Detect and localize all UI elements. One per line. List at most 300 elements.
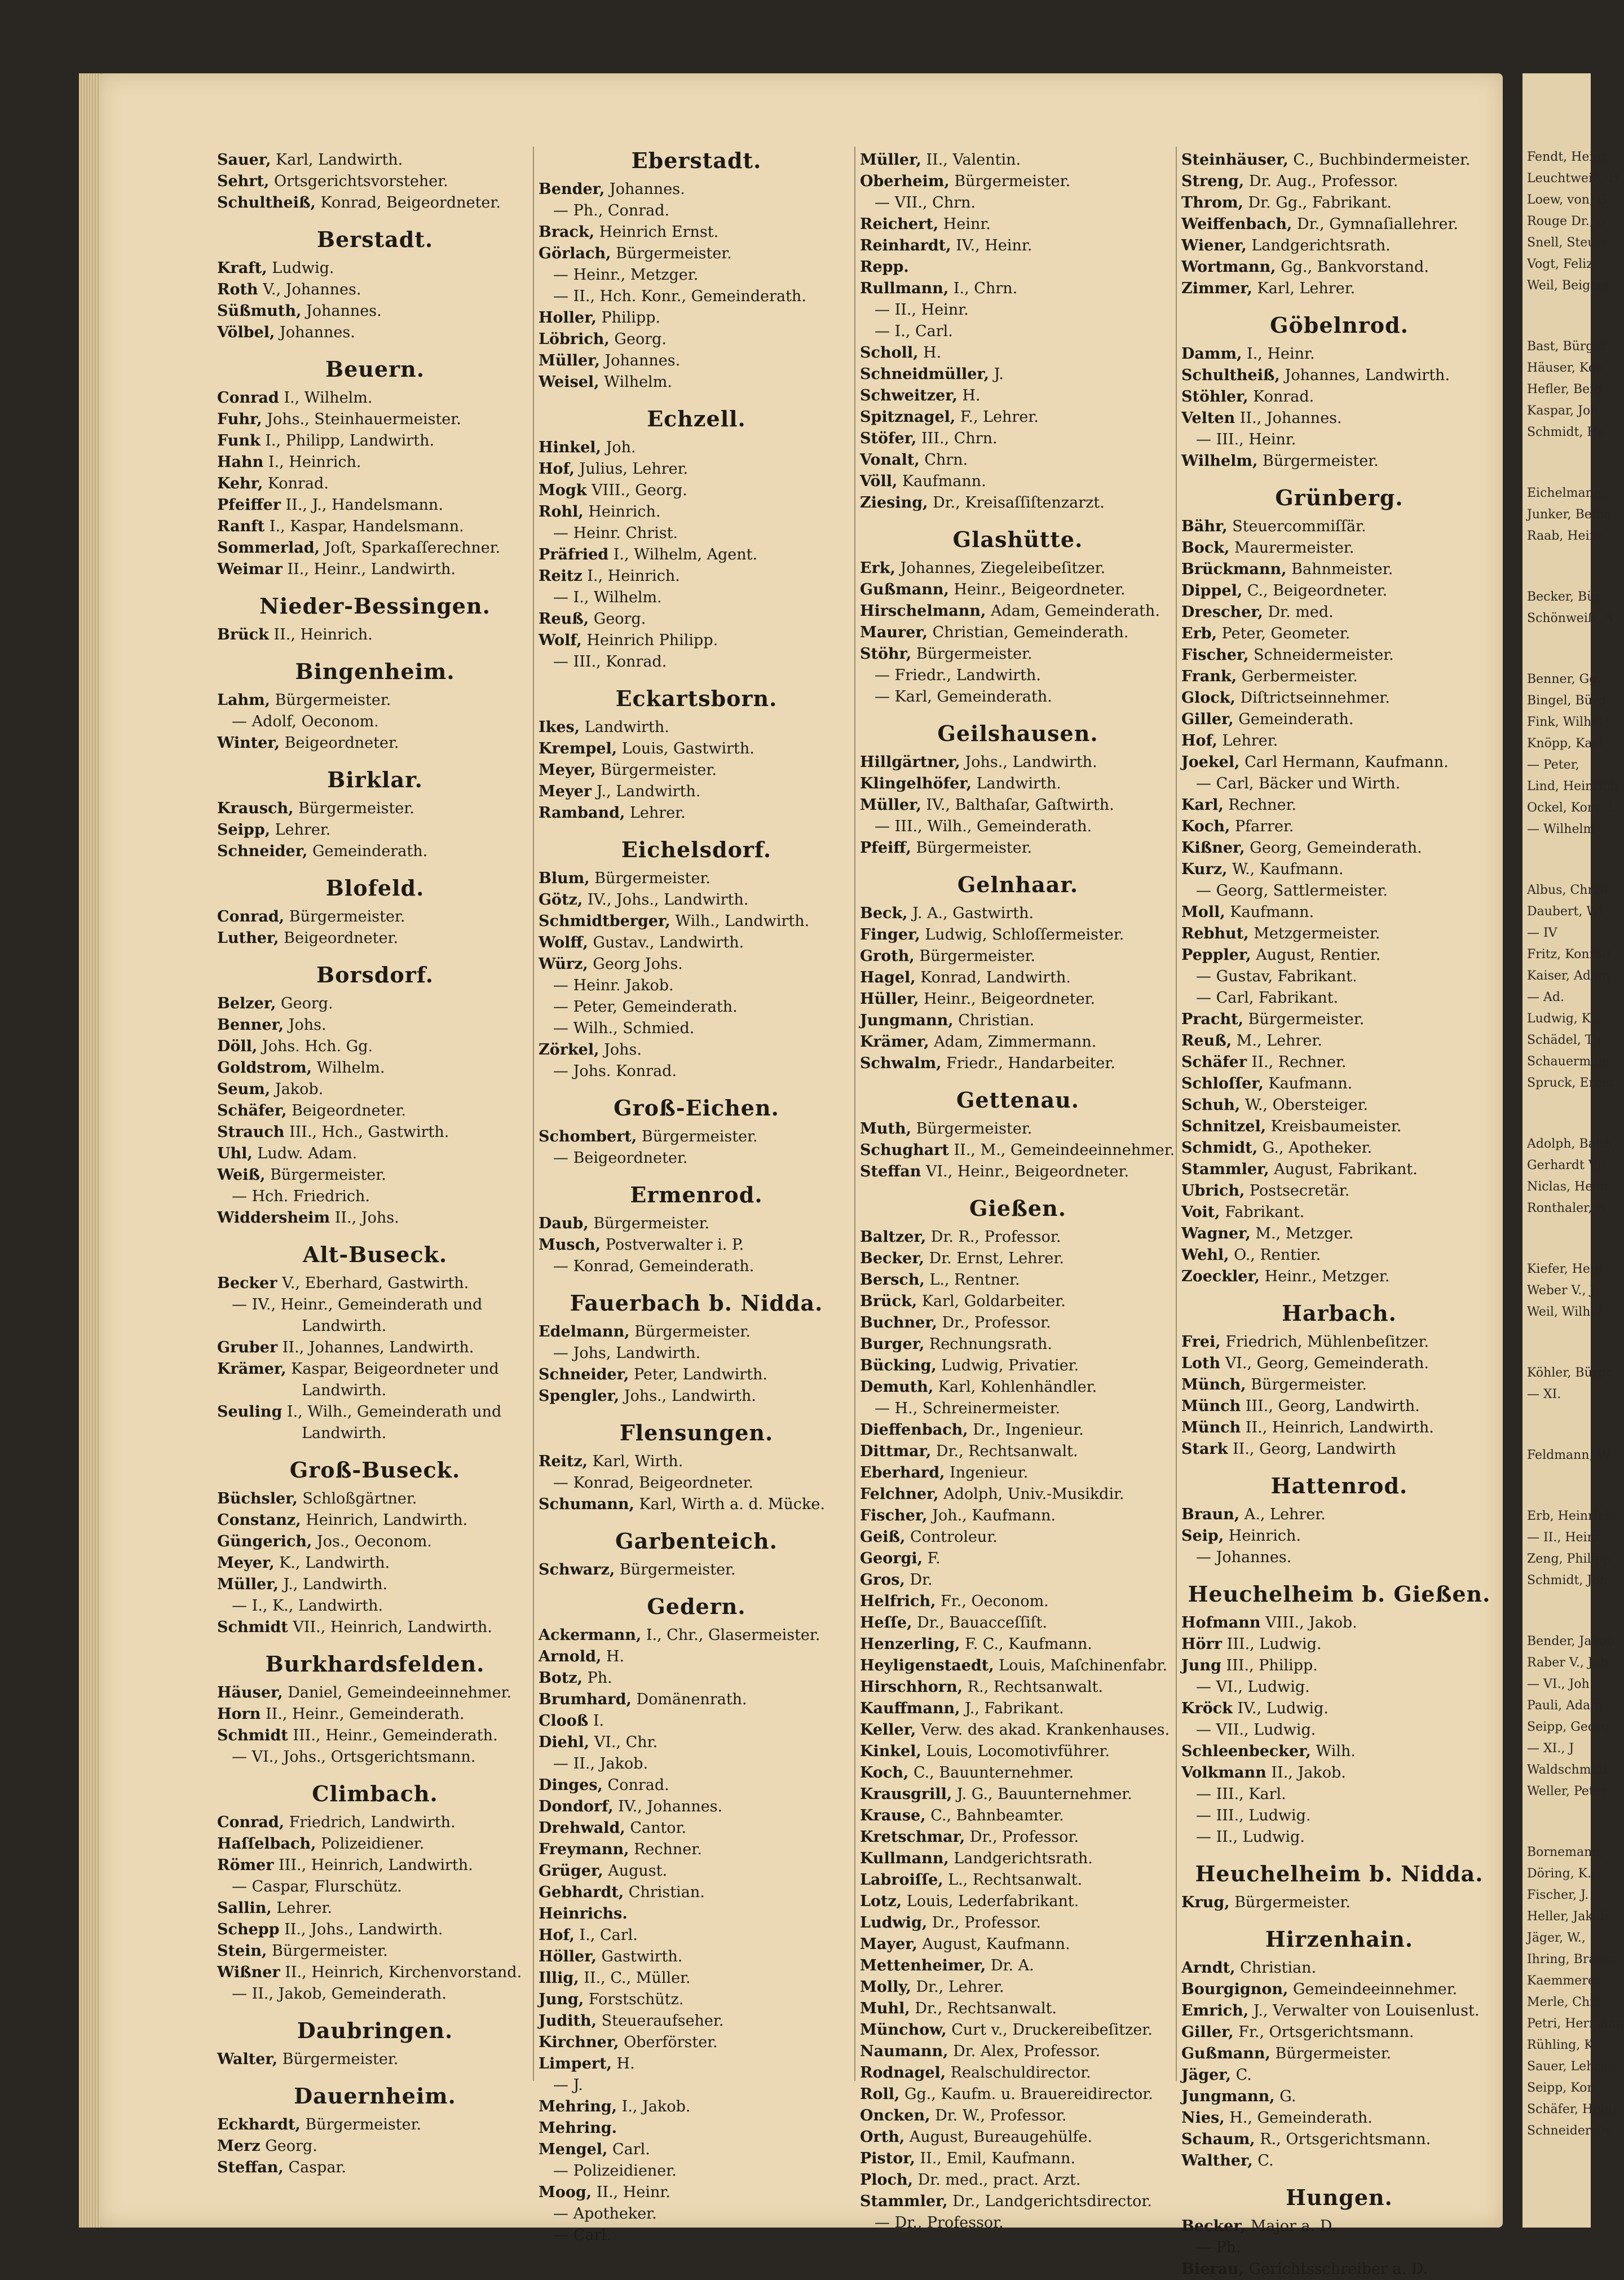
directory-entry bbox=[217, 1316, 533, 1337]
directory-entry bbox=[217, 322, 533, 343]
entry-details: Bürgermeister. bbox=[588, 1215, 710, 1232]
entry-details: J., Verwalter von Louisenlust. bbox=[1248, 2002, 1480, 2019]
directory-entry bbox=[1181, 149, 1497, 171]
directory-entry bbox=[1181, 343, 1497, 365]
entry-details: Kaufmann. bbox=[897, 473, 986, 490]
entry-details: IV., Balthaſar, Gaſtwirth. bbox=[921, 796, 1114, 814]
directory-entry bbox=[860, 622, 1176, 643]
entry-details: Heinr., Beigeordneter. bbox=[948, 581, 1126, 598]
directory-entry bbox=[539, 1796, 854, 1818]
entry-surname: Schneider, bbox=[217, 843, 308, 860]
entry-details: Gemeindeeinnehmer. bbox=[1288, 1981, 1458, 1998]
entry-details: Johs., Steinhauermeister. bbox=[262, 411, 461, 428]
entry-details: I., Heinrich. bbox=[263, 453, 361, 471]
directory-entry bbox=[539, 760, 854, 781]
directory-entry bbox=[860, 1784, 1176, 1805]
entry-details: L., Rentner. bbox=[924, 1271, 1020, 1289]
entry-details: Chrn. bbox=[919, 451, 968, 469]
directory-entry bbox=[539, 1732, 854, 1753]
directory-entry bbox=[1181, 1634, 1497, 1655]
directory-entry bbox=[1181, 451, 1497, 472]
directory-entry bbox=[539, 954, 854, 975]
town-heading: Dauernheim. bbox=[294, 2083, 456, 2109]
directory-entry bbox=[1181, 1892, 1497, 1913]
directory-entry bbox=[1181, 1698, 1497, 1719]
entry-surname: Drescher, bbox=[1181, 603, 1263, 621]
entry-surname: Benner, bbox=[217, 1016, 284, 1034]
entry-details: II., Heinrich, Landwirth. bbox=[1241, 1419, 1434, 1436]
entry-surname: Oncken, bbox=[860, 2107, 930, 2124]
entry-details: VI., Georg, Gemeinderath. bbox=[1220, 1355, 1429, 1372]
directory-entry bbox=[1181, 666, 1497, 687]
directory-entry bbox=[1181, 1677, 1497, 1698]
fragment-line: — Ad. bbox=[1527, 990, 1564, 1004]
entry-surname: Schumann, bbox=[539, 1496, 634, 1513]
directory-entry bbox=[1181, 1827, 1497, 1848]
entry-surname: Edelmann, bbox=[539, 1323, 630, 1340]
entry-surname: Wagner, bbox=[1181, 1225, 1251, 1242]
entry-surname: Oberheim, bbox=[860, 173, 950, 190]
entry-surname: Wolff, bbox=[539, 934, 588, 951]
entry-surname: Reitz, bbox=[539, 1453, 588, 1470]
directory-entry bbox=[860, 579, 1176, 601]
entry-surname: Walter, bbox=[217, 2050, 278, 2068]
fragment-line: Gerhardt VII. bbox=[1527, 1158, 1612, 1172]
entry-details: — III., Konrad. bbox=[553, 653, 667, 671]
entry-surname: Schneider, bbox=[539, 1366, 629, 1383]
directory-entry bbox=[539, 1364, 854, 1386]
directory-entry bbox=[217, 1207, 533, 1229]
entry-surname: Krausgrill, bbox=[860, 1785, 952, 1803]
entry-details: — Georg, Sattlermeister. bbox=[1196, 882, 1388, 899]
directory-entry bbox=[539, 200, 854, 222]
fragment-gap bbox=[1522, 1219, 1591, 1259]
entry-surname: Weiß, bbox=[217, 1166, 266, 1184]
entry-details: Bürgermeister. bbox=[1246, 1376, 1367, 1393]
entry-details: — Hch. Friedrich. bbox=[232, 1188, 370, 1205]
entry-details: Lehrer. bbox=[625, 804, 686, 822]
entry-details: V., Eberhard, Gastwirth. bbox=[277, 1274, 469, 1292]
entry-surname: Hof, bbox=[539, 460, 575, 478]
directory-entry bbox=[539, 1968, 854, 1989]
entry-details: Joſt, Sparkaſſerechner. bbox=[320, 539, 501, 557]
entry-details: I., Chr., Glasermeister. bbox=[641, 1626, 820, 1644]
directory-entry bbox=[217, 798, 533, 819]
directory-entry bbox=[539, 264, 854, 286]
town-heading: Beuern. bbox=[325, 356, 425, 382]
fragment-line: Kiefer, Hein bbox=[1527, 1262, 1603, 1276]
fragment-line: Rühling, K. bbox=[1527, 2038, 1597, 2052]
entry-details: Joh., Kaufmann. bbox=[927, 1507, 1056, 1524]
directory-entry bbox=[539, 2010, 854, 2032]
entry-surname: Blum, bbox=[539, 870, 590, 887]
fragment-line: Spruck, Ernst bbox=[1527, 1076, 1614, 1090]
entry-details: Heinrich. bbox=[1224, 1527, 1301, 1545]
directory-entry bbox=[539, 1494, 854, 1515]
directory-entry bbox=[217, 928, 533, 949]
entry-details: — I., Carl. bbox=[875, 323, 953, 340]
directory-entry bbox=[217, 409, 533, 430]
entry-details: Dr., Rechtsanwalt. bbox=[910, 2000, 1057, 2017]
entry-surname: Schughart bbox=[860, 1141, 949, 1159]
directory-entry bbox=[539, 1018, 854, 1039]
entry-details: Steueraufseher. bbox=[597, 2012, 724, 2030]
fragment-line: Häuser, Kon bbox=[1527, 361, 1604, 375]
entry-details: — Johs, Landwirth. bbox=[553, 1344, 701, 1362]
entry-surname: Frank, bbox=[1181, 668, 1237, 685]
entry-details: J., Fabrikant. bbox=[960, 1700, 1064, 1717]
entry-details: Wilh., Landwirth. bbox=[670, 912, 810, 930]
entry-surname: Ploch, bbox=[860, 2171, 914, 2189]
entry-details: I., Heinrich. bbox=[582, 567, 680, 585]
directory-entry bbox=[217, 1337, 533, 1359]
entry-details: III., Hch., Gastwirth. bbox=[284, 1123, 449, 1141]
directory-entry bbox=[1181, 1009, 1497, 1030]
fragment-line: Eichelmann, bbox=[1527, 486, 1605, 500]
entry-surname: Kehr, bbox=[217, 475, 263, 492]
entry-surname: Judith, bbox=[539, 2012, 597, 2030]
directory-entry bbox=[860, 1118, 1176, 1140]
entry-details: — Polizeidiener. bbox=[553, 2162, 677, 2180]
entry-surname: Goldstrom, bbox=[217, 1059, 312, 1077]
directory-entry bbox=[1181, 1245, 1497, 1266]
directory-entry bbox=[860, 1869, 1176, 1891]
entry-details: Dr. W., Professor. bbox=[930, 2107, 1067, 2124]
entry-details: Philipp. bbox=[596, 309, 661, 327]
directory-entry bbox=[539, 1451, 854, 1472]
entry-surname: Molly, bbox=[860, 1978, 911, 1996]
directory-entry bbox=[539, 608, 854, 630]
town-heading: Borsdorf. bbox=[316, 962, 434, 987]
town-heading: Göbelnrod. bbox=[1270, 312, 1409, 338]
entry-details: Jos., Oeconom. bbox=[312, 1533, 432, 1550]
entry-surname: Stammler, bbox=[1181, 1161, 1269, 1178]
directory-entry bbox=[860, 989, 1176, 1010]
fragment-line: — IV bbox=[1527, 926, 1557, 940]
entry-details: — VI., Ludwig. bbox=[1196, 1678, 1310, 1696]
entry-surname: Ranft bbox=[217, 518, 265, 535]
fragment-line: Leuchtweiß, H bbox=[1527, 171, 1619, 186]
entry-surname: Jäger, bbox=[1181, 2066, 1231, 2084]
entry-surname: Maurer, bbox=[860, 624, 928, 641]
directory-entry bbox=[860, 214, 1176, 235]
directory-entry bbox=[539, 1472, 854, 1494]
entry-surname: Stöhler, bbox=[1181, 388, 1248, 405]
entry-surname: Naumann, bbox=[860, 2043, 948, 2060]
directory-entry bbox=[217, 1359, 533, 1380]
fragment-line: Feldmann, W bbox=[1527, 1448, 1610, 1462]
entry-surname: Seipp, bbox=[217, 821, 271, 839]
entry-details: F., Lehrer. bbox=[955, 408, 1039, 426]
entry-details: Gustav., Landwirth. bbox=[588, 934, 744, 951]
fragment-line: Loew, von, G bbox=[1527, 193, 1608, 207]
entry-surname: Belzer, bbox=[217, 995, 276, 1012]
town-heading: Eichelsdorf. bbox=[621, 837, 772, 862]
entry-surname: Schmidtberger, bbox=[539, 912, 670, 930]
entry-surname: Fischer, bbox=[860, 1507, 928, 1524]
entry-details: C., Bahnbeamter. bbox=[925, 1807, 1064, 1824]
directory-entry bbox=[1181, 1331, 1497, 1353]
entry-details: Landwirth. bbox=[580, 718, 669, 736]
directory-entry bbox=[217, 1380, 533, 1401]
directory-entry bbox=[539, 1818, 854, 1839]
entry-details: Dr. A. bbox=[986, 1957, 1034, 1974]
entry-surname: Burger, bbox=[860, 1335, 925, 1353]
entry-surname: Wilhelm, bbox=[1181, 452, 1258, 470]
directory-entry bbox=[1181, 902, 1497, 923]
town-heading: Fauerbach b. Nidda. bbox=[570, 1290, 823, 1316]
entry-surname: Stammler, bbox=[860, 2193, 948, 2210]
entry-surname: Reitz bbox=[539, 567, 582, 585]
directory-entry bbox=[1181, 2216, 1497, 2237]
entry-details: Johannes. bbox=[604, 180, 685, 198]
directory-entry bbox=[217, 1812, 533, 1833]
entry-surname: Gebhardt, bbox=[539, 1884, 624, 1901]
fragment-line: Weber V., J bbox=[1527, 1284, 1595, 1298]
town-heading: Echzell. bbox=[647, 406, 746, 431]
entry-surname: Clooß bbox=[539, 1712, 589, 1730]
entry-details: — VII., Chrn. bbox=[875, 194, 976, 211]
directory-entry bbox=[860, 235, 1176, 257]
entry-details: Wilh. bbox=[1310, 1743, 1356, 1760]
entry-surname: Pracht, bbox=[1181, 1011, 1243, 1028]
town-heading: Heuchelheim b. Nidda. bbox=[1195, 1861, 1484, 1886]
directory-entry bbox=[539, 1559, 854, 1581]
entry-details: Daniel, Gemeindeeinnehmer. bbox=[283, 1684, 512, 1701]
entry-details: — Adolf, Oeconom. bbox=[232, 713, 379, 730]
column-rule bbox=[854, 147, 855, 2081]
directory-entry bbox=[539, 350, 854, 372]
entry-details: Gemeinderath. bbox=[1233, 711, 1354, 728]
directory-entry bbox=[217, 1423, 533, 1444]
directory-entry bbox=[1181, 386, 1497, 408]
directory-entry bbox=[1181, 516, 1497, 537]
entry-surname: Wehl, bbox=[1181, 1246, 1229, 1264]
entry-surname: Heſſe, bbox=[860, 1614, 912, 1631]
entry-details: Bürgermeister. bbox=[911, 839, 1032, 857]
directory-entry bbox=[539, 2225, 854, 2246]
entry-details: — I., Wilhelm. bbox=[553, 589, 662, 606]
entry-surname: Jung bbox=[1181, 1657, 1221, 1674]
entry-details: H. bbox=[601, 1648, 625, 1665]
entry-details: Dr., Gymnaſiallehrer. bbox=[1292, 215, 1458, 233]
entry-details: Gg., Kaufm. u. Brauereidirector. bbox=[899, 2085, 1153, 2103]
entry-details: IV., Johannes. bbox=[613, 1798, 723, 1815]
directory-entry bbox=[1181, 537, 1497, 559]
entry-details: Karl, Lehrer. bbox=[1252, 280, 1356, 297]
entry-surname: Bücking, bbox=[860, 1357, 937, 1374]
entry-surname: Giller, bbox=[1181, 711, 1234, 728]
fragment-line: Bast, Bürger bbox=[1527, 339, 1607, 354]
directory-entry bbox=[217, 2157, 533, 2178]
fragment-line: Jäger, W., bbox=[1527, 1931, 1586, 1945]
directory-entry bbox=[217, 258, 533, 279]
directory-entry bbox=[860, 2105, 1176, 2127]
entry-details: Bürgermeister. bbox=[637, 1128, 758, 1145]
directory-entry bbox=[217, 1273, 533, 1294]
directory-entry bbox=[539, 2096, 854, 2118]
entry-details: Kaufmann. bbox=[1263, 1075, 1353, 1092]
entry-details: Louis, Locomotivführer. bbox=[921, 1743, 1110, 1760]
directory-entry bbox=[217, 537, 533, 559]
entry-details: Heinrich Philipp. bbox=[581, 632, 718, 649]
directory-entry bbox=[860, 1441, 1176, 1462]
entry-surname: Krausch, bbox=[217, 800, 294, 817]
entry-surname: Schweitzer, bbox=[860, 387, 957, 404]
entry-details: Heinr. bbox=[938, 215, 991, 233]
entry-surname: Horn bbox=[217, 1705, 261, 1723]
directory-entry bbox=[1181, 1223, 1497, 1245]
entry-surname: Stöfer, bbox=[860, 430, 917, 447]
entry-surname: Jungmann, bbox=[1181, 2088, 1275, 2105]
entry-surname: Uhl, bbox=[217, 1145, 253, 1162]
directory-entry bbox=[860, 171, 1176, 192]
fragment-gap bbox=[1522, 840, 1591, 880]
entry-surname: Bierau, bbox=[1181, 2260, 1245, 2278]
directory-entry bbox=[217, 1704, 533, 1725]
directory-entry bbox=[860, 299, 1176, 321]
town-heading: Groß-Buseck. bbox=[289, 1457, 461, 1483]
directory-entry bbox=[860, 2148, 1176, 2169]
entry-details: Johannes. bbox=[599, 352, 681, 369]
fragment-line: Daubert, Wi bbox=[1527, 905, 1603, 919]
directory-entry bbox=[1181, 214, 1497, 235]
entry-details: Bürgermeister. bbox=[615, 1561, 736, 1578]
directory-entry bbox=[1181, 752, 1497, 773]
town-heading: Harbach. bbox=[1282, 1300, 1397, 1326]
entry-details: Landgerichtsrath. bbox=[948, 1850, 1093, 1867]
entry-details: Pfarrer. bbox=[1230, 818, 1294, 835]
entry-details: Ludwig, Privatier. bbox=[936, 1357, 1079, 1374]
directory-entry bbox=[217, 559, 533, 580]
entry-surname: Gußmann, bbox=[1181, 2045, 1270, 2062]
directory-entry bbox=[860, 1591, 1176, 1612]
town-heading: Garbenteich. bbox=[615, 1528, 778, 1554]
entry-surname: Römer bbox=[217, 1856, 274, 1874]
entry-details: II., Johs. bbox=[330, 1209, 399, 1227]
entry-surname: Hagel, bbox=[860, 969, 916, 986]
entry-details: G., Apotheker. bbox=[1257, 1139, 1373, 1157]
entry-surname: Schmidt, bbox=[1181, 1139, 1258, 1157]
directory-entry bbox=[539, 2182, 854, 2203]
fragment-line: Sauer, Lehrer bbox=[1527, 2060, 1614, 2074]
entry-surname: Schwarz, bbox=[539, 1561, 615, 1578]
entry-details: Landwirth. bbox=[972, 775, 1061, 792]
entry-details: Diſtrictseinnehmer. bbox=[1235, 689, 1390, 707]
entry-details: Landwirth. bbox=[302, 1317, 387, 1335]
entry-surname: Dieffenbach, bbox=[860, 1421, 968, 1439]
town-heading: Burkhardsfelden. bbox=[265, 1651, 485, 1677]
entry-details: II., Heinr., Gemeinderath. bbox=[261, 1705, 465, 1723]
entry-details: Curt v., Druckereibeſitzer. bbox=[946, 2021, 1153, 2039]
entry-surname: Demuth, bbox=[860, 1378, 934, 1396]
entry-surname: Ludwig, bbox=[860, 1914, 928, 1931]
entry-details: I., Kaspar, Handelsmann. bbox=[264, 518, 464, 535]
fragment-line: Ronthaler, B bbox=[1527, 1201, 1605, 1215]
entry-details: Bürgermeister. bbox=[300, 2116, 422, 2133]
entry-surname: Eckhardt, bbox=[217, 2116, 301, 2133]
entry-details: Christian. bbox=[1235, 1959, 1317, 1977]
entry-details: — Apotheker. bbox=[553, 2205, 657, 2222]
entry-details: Domänenrath. bbox=[631, 1691, 747, 1708]
directory-entry bbox=[539, 802, 854, 824]
directory-entry bbox=[539, 1126, 854, 1148]
entry-details: — Heinr. Jakob. bbox=[553, 977, 674, 994]
entry-surname: Felchner, bbox=[860, 1485, 939, 1503]
column-2 bbox=[539, 149, 854, 2246]
directory-entry bbox=[860, 2127, 1176, 2148]
entry-details: R., Ortsgerichtsmann. bbox=[1255, 2131, 1431, 2148]
entry-details: II., Heinrich. bbox=[268, 626, 373, 643]
entry-surname: Merz bbox=[217, 2137, 261, 2155]
entry-details: Maurermeister. bbox=[1229, 539, 1354, 557]
directory-entry bbox=[539, 179, 854, 200]
entry-details: III., Chrn. bbox=[916, 430, 998, 447]
entry-surname: Meyer bbox=[539, 783, 592, 800]
directory-entry bbox=[217, 149, 533, 171]
directory-entry bbox=[217, 1617, 533, 1638]
entry-surname: Döll, bbox=[217, 1038, 258, 1055]
entry-details: Friedr., Handarbeiter. bbox=[941, 1055, 1115, 1072]
directory-entry bbox=[860, 1419, 1176, 1441]
directory-entry bbox=[539, 501, 854, 523]
directory-entry bbox=[1181, 1116, 1497, 1137]
entry-surname: Conrad, bbox=[217, 908, 285, 925]
entry-surname: Loth bbox=[1181, 1355, 1221, 1372]
entry-details: J., Landwirth. bbox=[278, 1576, 388, 1593]
entry-details: Dr., Bauacceſſiſt. bbox=[912, 1614, 1048, 1631]
directory-entry bbox=[860, 686, 1176, 708]
entry-details: Cantor. bbox=[625, 1819, 687, 1837]
fragment-gap bbox=[1522, 1802, 1591, 1842]
town-heading: Gießen. bbox=[969, 1196, 1066, 1221]
directory-entry bbox=[1181, 730, 1497, 752]
entry-details: Rechnungsrath. bbox=[924, 1335, 1052, 1353]
directory-entry bbox=[217, 819, 533, 841]
directory-entry bbox=[1181, 602, 1497, 623]
entry-surname: Buchner, bbox=[860, 1314, 937, 1331]
entry-surname: Arnold, bbox=[539, 1648, 602, 1665]
entry-surname: Stark bbox=[1181, 1440, 1228, 1458]
directory-entry bbox=[860, 364, 1176, 385]
entry-surname: Henzerling, bbox=[860, 1635, 960, 1653]
directory-entry bbox=[217, 1747, 533, 1768]
directory-entry bbox=[1181, 1266, 1497, 1287]
entry-details: I., Wilh., Gemeinderath und bbox=[282, 1403, 502, 1421]
entry-details: Konrad, Landwirth. bbox=[915, 969, 1071, 986]
fragment-line: Köhler, Bürge bbox=[1527, 1366, 1614, 1380]
entry-surname: Moll, bbox=[1181, 903, 1225, 921]
entry-details: VIII., Georg. bbox=[586, 482, 687, 499]
directory-entry bbox=[1181, 2259, 1497, 2280]
town-heading: Groß-Eichen. bbox=[614, 1095, 779, 1121]
entry-surname: Zörkel, bbox=[539, 1041, 599, 1059]
entry-details: IV., Ludwig. bbox=[1232, 1700, 1329, 1717]
entry-details: Bürgermeister. bbox=[949, 173, 1071, 190]
directory-entry bbox=[860, 1010, 1176, 1031]
entry-details: Bürgermeister. bbox=[267, 1942, 388, 1960]
fragment-gap bbox=[1522, 443, 1591, 483]
directory-entry bbox=[1181, 1655, 1497, 1677]
directory-entry bbox=[217, 2136, 533, 2157]
entry-details: II., Jakob. bbox=[1266, 1764, 1346, 1781]
entry-surname: Luther, bbox=[217, 929, 279, 947]
entry-surname: Fischer, bbox=[1181, 646, 1249, 664]
directory-entry bbox=[217, 1876, 533, 1898]
entry-details: — J. bbox=[553, 2076, 583, 2094]
directory-entry bbox=[217, 516, 533, 537]
entry-details: August, Bureaugehülfe. bbox=[904, 2128, 1093, 2146]
